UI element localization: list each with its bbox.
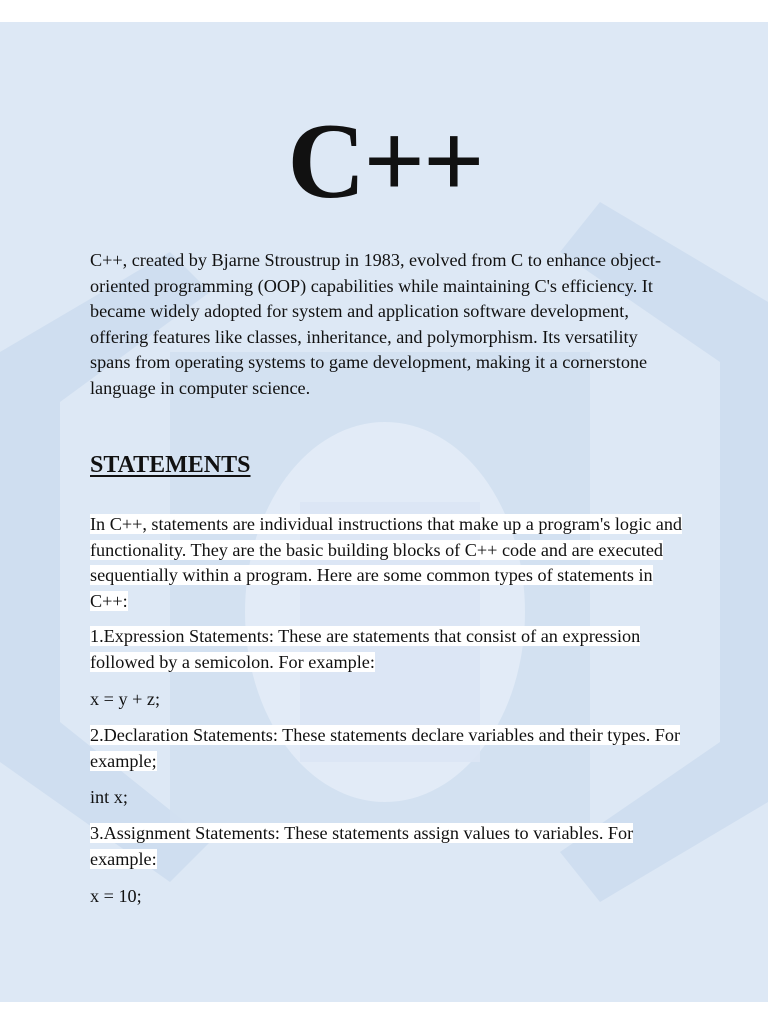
declaration-statements-example	[90, 785, 690, 811]
assignment-statements-paragraph	[90, 821, 690, 872]
expression-statements-term: 1.Expression Statements	[90, 626, 269, 646]
expression-example-code: x = y + z;	[90, 689, 161, 709]
statements-intro-text: In C++, statements are individual instructions that make up a program's logic and functionality. They are the basic building blocks of C++ code and are executed sequentially within a program. Here are some common types of statements in C++:	[90, 514, 683, 611]
expression-statements-paragraph	[90, 624, 690, 675]
assignment-example-code: x = 10;	[90, 886, 142, 906]
declaration-example-code: int x;	[90, 787, 128, 807]
declaration-statements-term: 2.Declaration Statements	[90, 725, 273, 745]
assignment-statements-term: 3.Assignment Statements	[90, 823, 275, 843]
declaration-statements-paragraph	[90, 723, 690, 774]
declaration-statements-description: : These statements declare variables and their types. For example;	[90, 725, 681, 771]
section-heading: STATEMENTS	[90, 452, 251, 478]
page-title: C++	[287, 102, 483, 221]
document-page	[0, 22, 768, 1002]
intro-text: C++, created by Bjarne Stroustrup in 1983, evolved from C to enhance object-oriented programming (OOP) capabilities while maintaining C's efficiency. It became widely adopted for system and application software development, offering features like classes, inheritance, and polymorphism. Its versatility spans from operating systems to game development, making it a cornerstone language in computer science.	[90, 250, 662, 398]
expression-statements-description: : These are statements that consist of an expression followed by a semicolon. For example:	[90, 626, 641, 672]
intro-paragraph	[90, 248, 680, 402]
expression-statements-example	[90, 687, 690, 713]
statements-intro-paragraph	[90, 512, 690, 614]
assignment-statements-description: : These statements assign values to variables. For example:	[90, 823, 634, 869]
assignment-statements-example	[90, 884, 690, 910]
